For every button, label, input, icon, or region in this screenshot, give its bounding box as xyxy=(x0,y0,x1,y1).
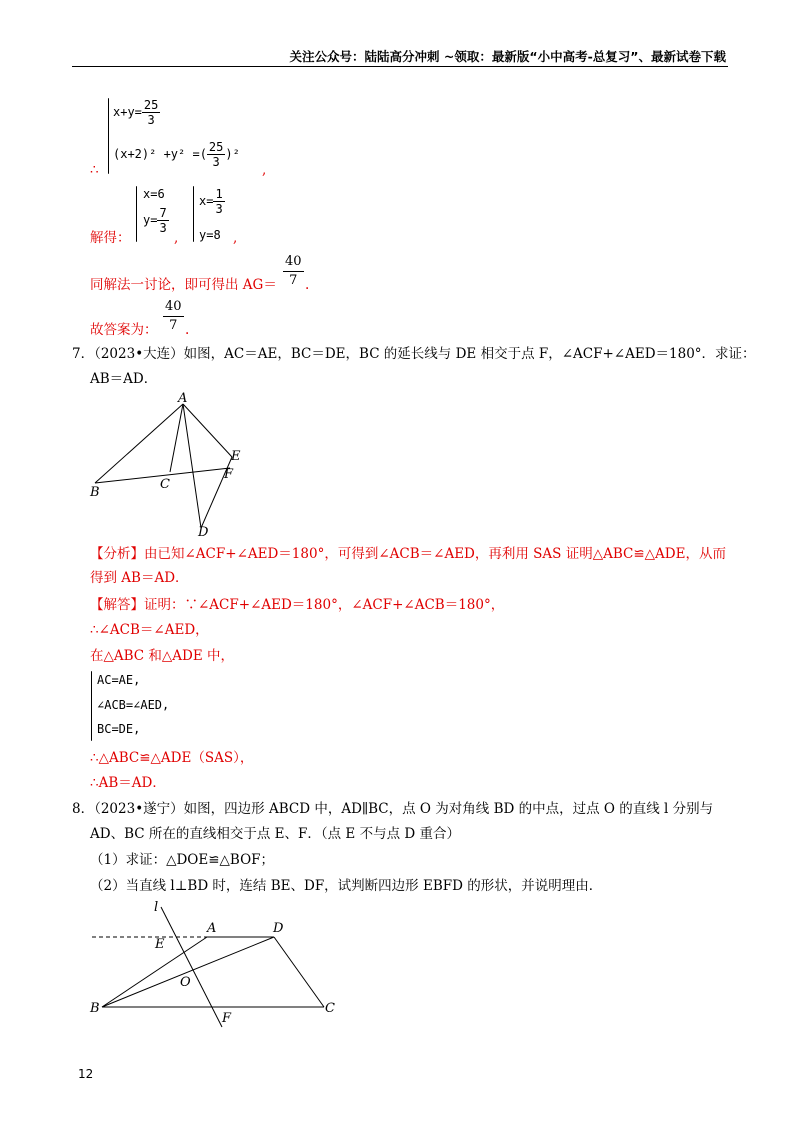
answer-label: 故答案为： xyxy=(90,322,158,338)
solution-a-x: x=6 xyxy=(143,187,165,201)
q8-figure xyxy=(80,896,360,1036)
therefore-symbol: ∴ xyxy=(90,162,99,178)
q8-part2: （2）当直线 l⊥BD 时，连结 BE、DF，试判断四边形 EBFD 的形状，并说明理由． xyxy=(90,878,603,894)
system1-row1-lhs: x+y= xyxy=(113,105,142,119)
q7-answer-line1: 【解答】证明：∵∠ACF+∠AED＝180°，∠ACF+∠ACB＝180°， xyxy=(90,597,505,613)
label-l: l xyxy=(154,900,159,915)
label-c: C xyxy=(325,1001,335,1016)
label-o: O xyxy=(180,975,191,990)
fraction xyxy=(283,253,304,290)
system-brace-3 xyxy=(91,671,92,741)
q8-part1: （1）求证：△DOE≌△BOF； xyxy=(90,852,275,868)
label-f: F xyxy=(224,467,234,482)
page-number: 12 xyxy=(78,1067,94,1081)
q7-answer-line2: ∴∠ACB＝∠AED， xyxy=(90,622,209,638)
fraction xyxy=(163,298,184,335)
q7-answer-line3: 在△ABC 和△ADE 中， xyxy=(90,648,235,664)
system-brace-2b xyxy=(193,186,194,242)
denominator: 3 xyxy=(215,202,223,216)
solve-label: 解得： xyxy=(90,230,131,246)
diagonal-bd xyxy=(102,937,274,1007)
system1-comma: , xyxy=(262,162,267,178)
q7-stem-line2: AB＝AD． xyxy=(90,371,158,387)
ag-conclusion xyxy=(90,275,277,295)
ag-text: 同解法一讨论，即可得出 AG＝ xyxy=(90,277,277,293)
denominator: 3 xyxy=(212,155,220,169)
label-e: E xyxy=(231,449,241,464)
label-a: A xyxy=(178,391,188,406)
q7-analysis-line1: 【分析】由已知∠ACF+∠AED＝180°，可得到∠ACB＝∠AED，再利用 SAS 证明△ABC≌△ADE，从而 xyxy=(90,546,726,562)
label-d: D xyxy=(198,525,209,540)
label-e: E xyxy=(155,937,165,952)
solution-b-comma: , xyxy=(233,230,238,246)
q7-system-row1: AC=AE, xyxy=(97,673,141,687)
solution-a-comma: , xyxy=(174,230,179,246)
numerator: 7 xyxy=(159,206,167,220)
solution-a-y-lhs: y= xyxy=(143,213,158,227)
numerator: 40 xyxy=(163,298,184,317)
fraction xyxy=(207,140,225,169)
numerator: 1 xyxy=(215,187,223,201)
system-brace-1 xyxy=(108,98,109,174)
solution-a-y xyxy=(143,206,169,235)
q7-answer-line5: ∴AB＝AD． xyxy=(90,775,166,791)
label-a: A xyxy=(207,921,217,936)
segment-ad xyxy=(183,404,201,528)
q7-system-row2: ∠ACB=∠AED, xyxy=(97,698,170,712)
system1-row2-lhs: (x+2)² +y² =( xyxy=(113,147,207,161)
system1-row1 xyxy=(113,98,160,127)
label-b: B xyxy=(90,1001,100,1016)
q8-stem-line1: 8．（2023•遂宁）如图，四边形 ABCD 中，AD∥BC，点 O 为对角线 BD 的中点，过点 O 的直线 l 分别与 xyxy=(72,801,714,817)
q7-stem-line1: 7．（2023•大连）如图，AC＝AE，BC＝DE，BC 的延长线与 DE 相交于点 F，∠ACF+∠AED＝180°．求证： xyxy=(72,346,756,362)
solution-b-x-lhs: x= xyxy=(199,194,214,208)
fraction xyxy=(142,98,160,127)
q7-figure xyxy=(80,390,260,540)
label-f: F xyxy=(222,1011,232,1026)
system-brace-2a xyxy=(136,186,137,242)
numerator: 40 xyxy=(283,253,304,272)
answer-period: . xyxy=(185,322,190,338)
fraction xyxy=(157,206,168,235)
q8-stem-line2: AD、BC 所在的直线相交于点 E、F．（点 E 不与点 D 重合） xyxy=(90,826,460,842)
numerator: 25 xyxy=(208,140,224,154)
denominator: 3 xyxy=(147,113,155,127)
q7-system-row3: BC=DE, xyxy=(97,722,141,736)
numerator: 25 xyxy=(143,98,159,112)
q7-answer-line4: ∴△ABC≌△ADE（SAS）， xyxy=(90,750,254,766)
answer-fraction xyxy=(163,298,184,335)
segment-ae xyxy=(183,404,232,457)
label-d: D xyxy=(273,921,284,936)
header-divider xyxy=(72,66,728,67)
segment-dc xyxy=(274,937,324,1007)
denominator: 3 xyxy=(159,221,167,235)
ag-fraction xyxy=(283,253,304,290)
solution-b-x xyxy=(199,187,225,216)
label-b: B xyxy=(90,485,100,500)
system1-row2 xyxy=(113,140,240,169)
fraction xyxy=(213,187,224,216)
page-header: 关注公众号：陆陆高分冲刺 ~领取：最新版“小中高考-总复习”、最新试卷下载 xyxy=(289,49,726,64)
denominator: 7 xyxy=(169,318,178,333)
system1-row2-rhs: )² xyxy=(225,147,240,161)
q7-analysis-line2: 得到 AB＝AD． xyxy=(90,570,189,586)
solution-b-y: y=8 xyxy=(199,228,221,242)
denominator: 7 xyxy=(289,273,298,288)
ag-period: . xyxy=(305,277,310,293)
label-c: C xyxy=(160,477,170,492)
